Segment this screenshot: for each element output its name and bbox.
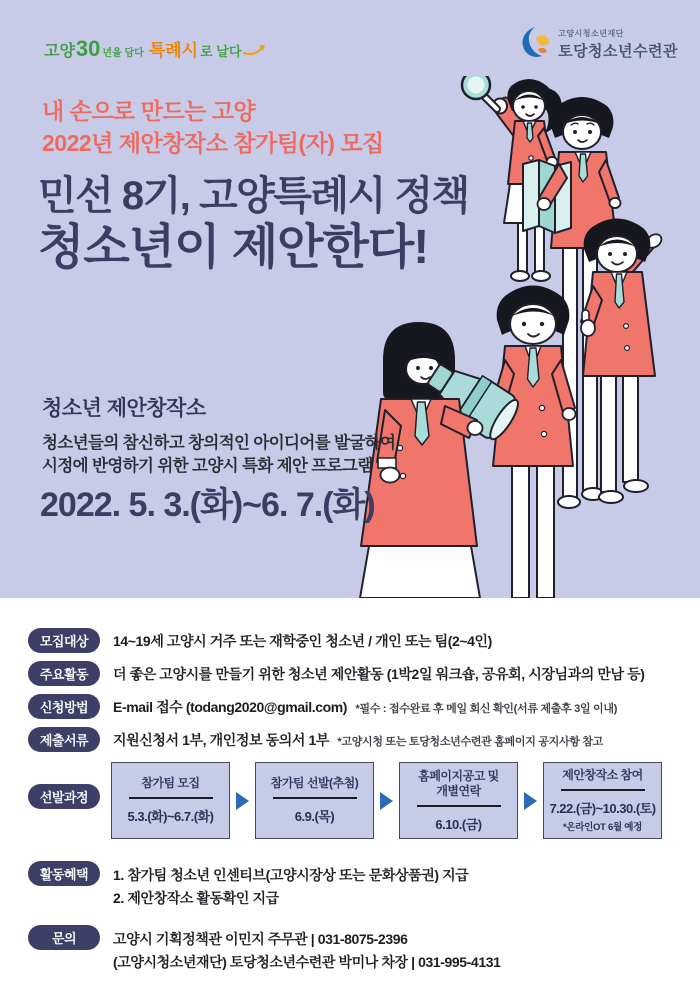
step-3-title: 홈페이지공고 및 — [418, 768, 499, 783]
selection-process — [28, 762, 700, 839]
contact-line1: 고양시 기획정책관 이민지 주무관 | 031-8075-2396 — [113, 931, 408, 948]
apply-method-badge: 신청방법 — [28, 694, 100, 719]
goyang-logo-tagline2: 로 날다 — [200, 44, 242, 59]
goyang-logo-30: 30 — [75, 36, 101, 61]
benefits-line2: 2. 제안창작소 활동확인 지급 — [113, 889, 279, 906]
contact-badge: 문의 — [28, 925, 100, 950]
benefits-badge: 활동혜택 — [28, 861, 100, 886]
row-documents — [28, 727, 700, 752]
apply-method-text: E-mail 접수 (todang2020@gmail.com) — [113, 699, 348, 715]
process-badge: 선발과정 — [28, 784, 100, 809]
hero-title — [38, 172, 469, 275]
goyang-city-logo — [44, 36, 267, 62]
goyang-logo-tagline1: 년을 담다 — [102, 48, 144, 59]
details-section — [0, 598, 700, 989]
step-4-note: *온라인OT 6월 예정 — [563, 822, 642, 833]
process-step-3 — [399, 762, 518, 839]
documents-text: 지원신청서 1부, 개인정보 동의서 1부 — [113, 732, 329, 748]
row-contact — [28, 925, 700, 973]
hero-title-line2: 청소년이 제안한다! — [38, 221, 429, 274]
process-step-4 — [543, 762, 662, 839]
benefits-line1: 1. 참가팀 청소년 인센티브(고양시장상 또는 문화상품권) 지급 — [113, 867, 469, 883]
todang-center-logo — [520, 25, 678, 64]
row-benefits — [28, 861, 700, 909]
apply-method-note: *필수 : 접수완료 후 메일 회신 확인(서류 제출후 3일 이내) — [355, 703, 618, 715]
target-badge: 모집대상 — [28, 628, 100, 653]
program-name: 청소년 제안창작소 — [42, 397, 206, 420]
swoosh-arrow-icon — [243, 43, 267, 61]
program-intro — [42, 392, 395, 478]
magnifier-icon — [462, 76, 497, 109]
step-2-divider — [273, 797, 357, 799]
row-activities — [28, 661, 700, 686]
step-1-title: 참가팀 모집 — [141, 776, 200, 790]
step-1-divider — [129, 797, 213, 799]
todang-logo-line1: 고양시청소년재단 — [558, 29, 624, 38]
process-step-1 — [111, 762, 230, 839]
activities-badge: 주요활동 — [28, 661, 100, 686]
step-4-date: 7.22.(금)~10.30.(토) — [549, 801, 656, 816]
goyang-logo-text: 고양 — [44, 43, 75, 60]
goyang-logo-teukryesi: 특례시 — [148, 41, 199, 60]
contact-line2: (고양시청소년재단) 토당청소년수련관 박미나 차장 | 031-995-4131 — [113, 954, 501, 971]
step-2-title: 참가팀 선발(추첨) — [270, 776, 359, 790]
hero-subtitle-line1: 내 손으로 만드는 고양 — [42, 98, 256, 124]
hero-subtitle — [42, 96, 384, 159]
flow-arrow-icon — [236, 792, 249, 810]
step-3-divider — [417, 805, 501, 807]
row-apply-method — [28, 694, 700, 719]
hero-title-line1: 민선 8기, 고양특례시 정책 — [38, 174, 469, 218]
step-1-date: 5.3.(화)~6.7.(화) — [127, 809, 214, 824]
step-3-date: 6.10.(금) — [435, 816, 482, 832]
activities-text: 더 좋은 고양시를 만들기 위한 청소년 제안활동 (1박2일 워크숍, 공유회, 시장님과의 만남 등) — [113, 666, 645, 682]
hero-subtitle-line2: 2022년 제안창작소 참가팀(자) 모집 — [42, 129, 384, 156]
program-desc-line2: 시정에 반영하기 위한 고양시 특화 제안 프로그램 — [42, 456, 373, 475]
step-3-title2: 개별연락 — [436, 783, 481, 798]
step-4-divider — [561, 789, 645, 791]
program-desc-line1: 청소년들의 참신하고 창의적인 아이디어를 발굴하여 — [42, 434, 396, 452]
row-target — [28, 628, 700, 653]
documents-badge: 제출서류 — [28, 727, 100, 752]
documents-note: *고양시청 또는 토당청소년수련관 홈페이지 공지사항 참고 — [337, 736, 604, 748]
target-text: 14~19세 고양시 거주 또는 재학중인 청소년 / 개인 또는 팀(2~4인) — [113, 633, 492, 649]
recruit-period: 2022. 5. 3.(화)~6. 7.(화) — [40, 486, 375, 524]
process-step-2 — [255, 762, 374, 839]
process-steps — [111, 762, 662, 839]
student-front-boy — [491, 286, 576, 599]
flow-arrow-icon — [380, 792, 393, 810]
step-4-title: 제안창작소 참여 — [562, 768, 643, 782]
step-2-date: 6.9.(목) — [294, 809, 335, 824]
flow-arrow-icon — [524, 792, 537, 810]
todang-logo-line2: 토당청소년수련관 — [558, 43, 678, 60]
todang-logo-icon — [520, 25, 552, 64]
